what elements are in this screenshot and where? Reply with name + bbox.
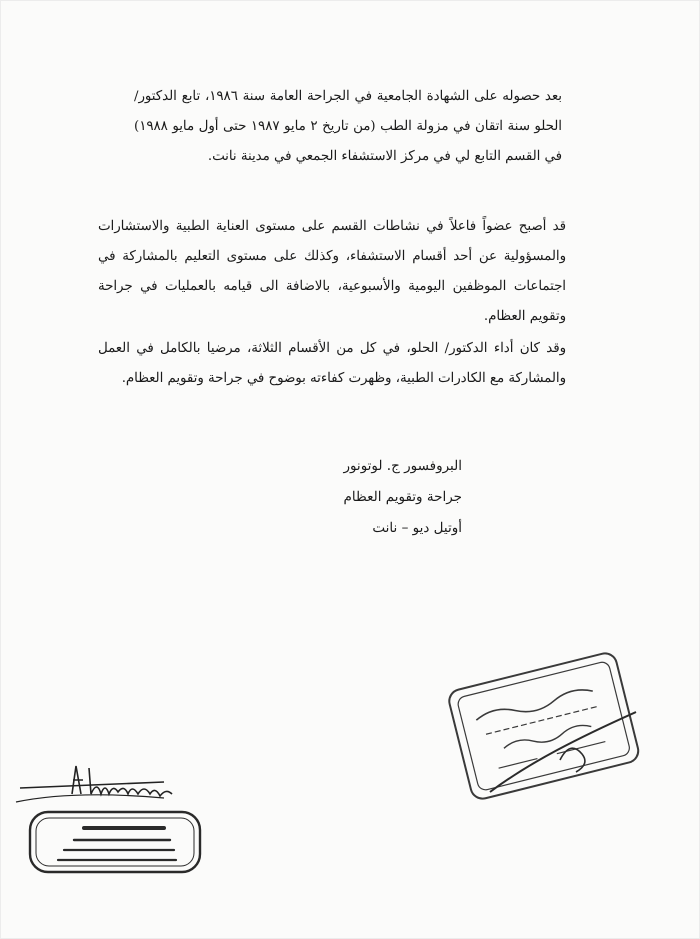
signatory-block: [232, 451, 462, 544]
paragraph-training: بعد حصوله على الشهادة الجامعية في الجراحة العامة سنة ١٩٨٦، تابع الدكتور/ الحلو سنة اتقان في مزولة الطب (من تاريخ ٢ مايو ١٩٨٧ حتى أول مايو ١٩٨٨) في القسم التابع لي في مركز الاستشفاء الجمعي في مدينة نانت.: [134, 89, 563, 165]
signatory-name: البروفسور ج. لوتونور: [343, 458, 462, 474]
signatory-institution: أوتيل ديو – نانت: [372, 520, 462, 536]
paragraph-performance: وقد كان أداء الدكتور/ الحلو، في كل من الأقسام الثلاثة، مرضيا بالكامل في العمل والمشاركة مع الكادرات الطبية، وظهرت كفاءته بوضوح في جراحة وتقويم العظام.: [98, 341, 566, 387]
official-seal-stamp: [440, 642, 648, 812]
signatory-department: جراحة وتقويم العظام: [343, 489, 462, 505]
paragraph-activities: قد أصبح عضواً فاعلاً في نشاطات القسم على مستوى العناية الطبية والاستشارات والمسؤولية عن أحد أقسام الاستشفاء، وكذلك على مستوى التعليم بالمشاركة في اجتماعات الموظفين اليومية والأسبوعية، بالاضافة الى قيامه بالعمليات في جراحة وتقويم العظام.: [98, 219, 566, 325]
translator-stamp: [14, 748, 244, 888]
